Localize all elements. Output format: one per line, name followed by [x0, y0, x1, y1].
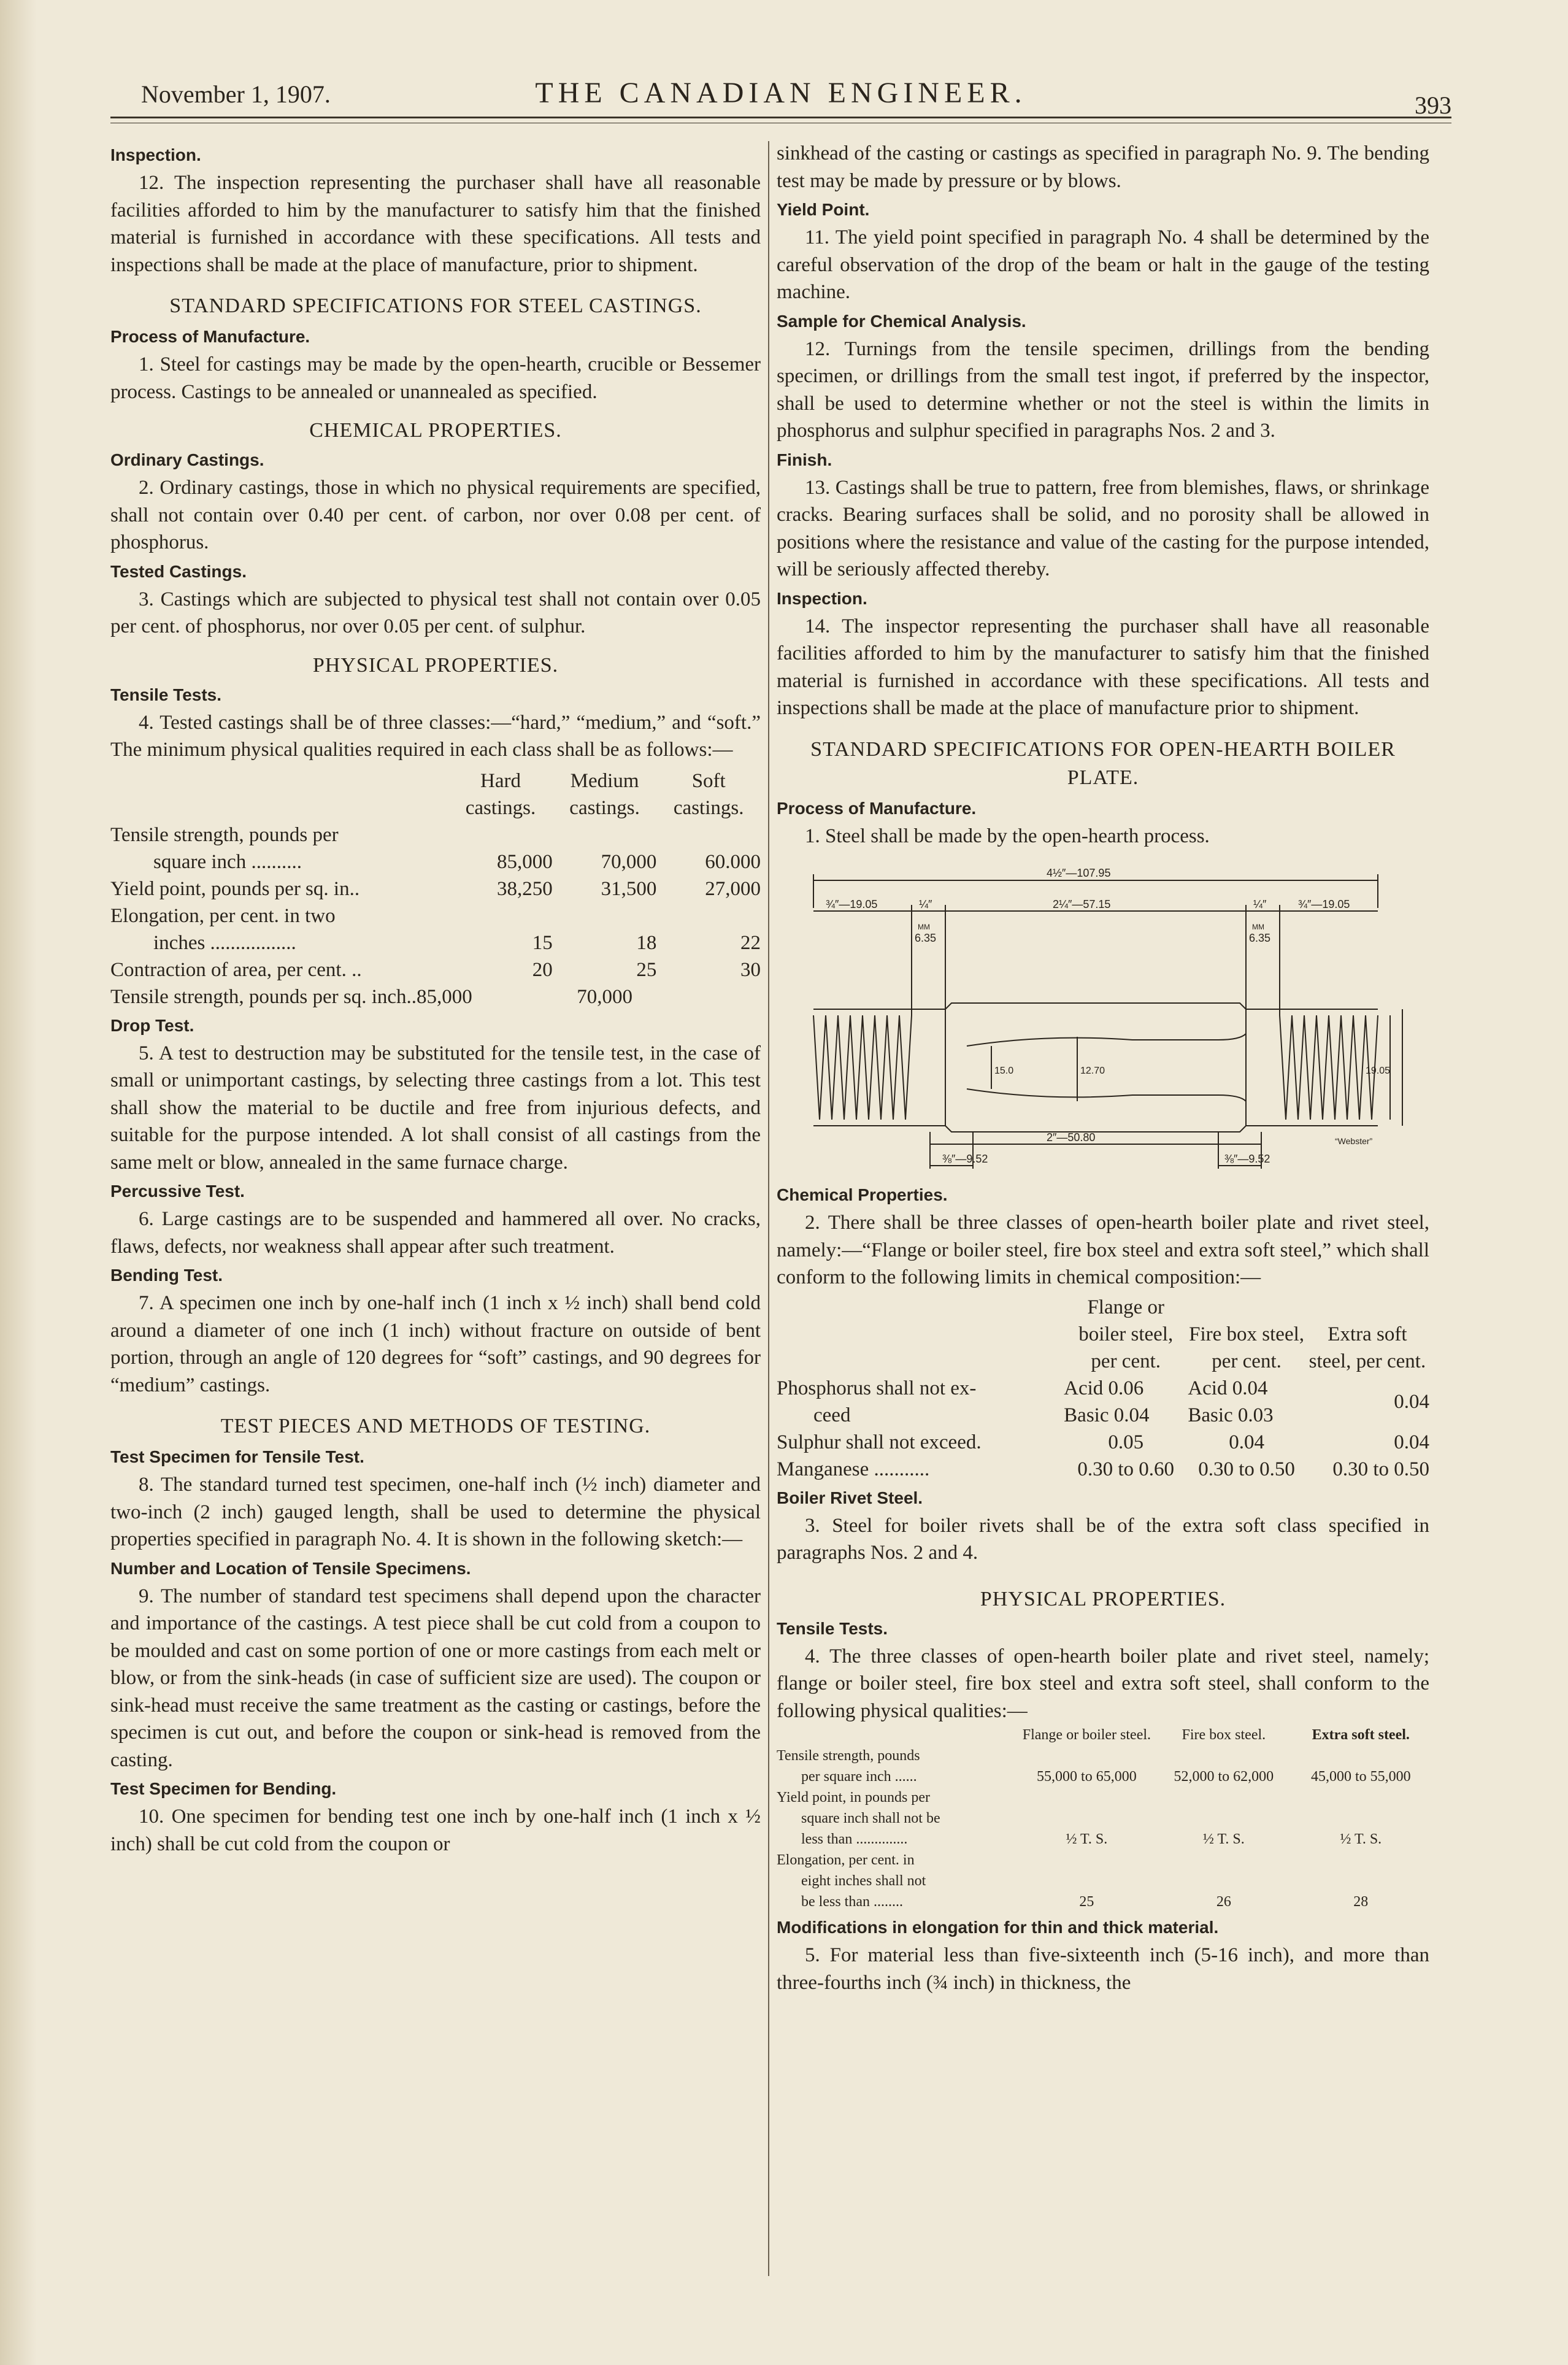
cell: 0.30 to 0.60 — [1077, 1458, 1175, 1480]
col-head-hard: Hard castings. — [465, 769, 536, 819]
col-head-soft: Soft castings. — [673, 769, 744, 819]
cell: Basic 0.04 — [1064, 1404, 1150, 1426]
section-head: Sample for Chemical Analysis. — [777, 311, 1026, 331]
header-rule — [110, 117, 1451, 118]
paragraph: 9. The number of standard test specimens shall depend upon the character and importance of the castings. A test piece shall be cut cold from a coupon to be moulded and cast on some portion of one or more castings from each melt or blow, or from the sink-heads (in case of sufficient size are used). The coupon or sink-head must receive the same treatment as the casting or castings, before the specimen is cut out, and before the coupon or sink-head is removed from the casting. — [110, 1585, 761, 1771]
cell: 26 — [1216, 1894, 1231, 1910]
section-head: Yield Point. — [777, 200, 870, 219]
cell: 25 — [636, 958, 657, 981]
paragraph: 8. The standard turned test specimen, one-half inch (½ inch) diameter and two-inch (2 inch) gauged length, shall be used to determine the physical properties specified in paragraph No. 4. It is shown in the following sketch:— — [110, 1474, 761, 1550]
col-head: Extra soft steel. — [1312, 1727, 1410, 1743]
dim-label: ¾″—19.05 — [1298, 898, 1350, 910]
right-column — [777, 140, 1429, 1996]
cell: 31,500 — [601, 877, 657, 900]
row-label: Elongation, per cent. in — [777, 1852, 915, 1868]
paragraph: 3. Steel for boiler rivets shall be of the extra soft class specified in paragraphs Nos. 2 and 4. — [777, 1514, 1429, 1564]
section-head: Bending Test. — [110, 1266, 223, 1285]
dim-label: ¾″—19.05 — [826, 898, 878, 910]
section-head: Number and Location of Tensile Specimens. — [110, 1558, 471, 1578]
section-head: Boiler Rivet Steel. — [777, 1488, 923, 1507]
journal-title: THE CANADIAN ENGINEER. — [535, 77, 1027, 109]
section-head: Tensile Tests. — [777, 1618, 888, 1638]
col-head: Extra soft steel, per cent. — [1309, 1323, 1426, 1372]
cell: 52,000 to 62,000 — [1174, 1769, 1274, 1785]
left-column — [110, 140, 761, 1858]
dim-label: ¼″ — [1253, 898, 1267, 910]
dim-unit: MM — [1252, 923, 1264, 931]
cell: 0.04 — [1394, 1390, 1429, 1413]
dim-label: 4½″—107.95 — [1047, 867, 1111, 879]
row-label: Tensile strength, pounds per sq. inch..85,000 — [110, 985, 472, 1008]
section-head: Percussive Test. — [110, 1182, 245, 1201]
row-label: Contraction of area, per cent. .. — [110, 958, 362, 981]
row-label: Sulphur shall not exceed. — [777, 1431, 982, 1453]
cell: 15 — [532, 931, 553, 954]
row-label: Yield point, in pounds per — [777, 1790, 930, 1805]
col-head-medium: Medium castings. — [569, 769, 640, 819]
section-head: Drop Test. — [110, 1015, 194, 1035]
row-label: per square inch ...... — [801, 1769, 917, 1785]
section-head: Process of Manufacture. — [110, 327, 310, 346]
section-title: PHYSICAL PROPERTIES. — [980, 1587, 1226, 1610]
section-title: STANDARD SPECIFICATIONS FOR STEEL CASTINGS. — [169, 294, 702, 317]
row-label: be less than ........ — [801, 1894, 903, 1910]
cell: 30 — [740, 958, 761, 981]
cell: 55,000 to 65,000 — [1037, 1769, 1137, 1785]
row-label: ceed — [813, 1404, 851, 1426]
paragraph: 12. The inspection representing the purchaser shall have all reasonable facilities afforded to him by the manufacturer to satisfy him that the finished material is furnished in accordance with these specifications. All tests and inspections shall be made at the place of manufacture, prior to shipment. — [110, 172, 761, 276]
row-label: square inch .......... — [153, 850, 302, 873]
dim-label: 6.35 — [915, 932, 937, 944]
cell: Acid 0.06 — [1064, 1377, 1144, 1399]
cell: 45,000 to 55,000 — [1310, 1769, 1411, 1785]
paragraph: 3. Castings which are subjected to physical test shall not contain over 0.05 per cent. of phosphorus, nor over 0.05 per cent. of sulphur. — [110, 588, 761, 637]
cell: 38,250 — [497, 877, 553, 900]
paragraph: 4. The three classes of open-hearth boiler plate and rivet steel, namely; flange or boiler steel, fire box steel and extra soft steel, shall conform to the following physical qualities:— — [777, 1645, 1429, 1722]
paragraph: sinkhead of the casting or castings as specified in paragraph No. 9. The bending test may be made by pressure or by blows. — [777, 142, 1429, 192]
paragraph: 1. Steel for castings may be made by the open-hearth, crucible or Bessemer process. Castings to be annealed or unannealed as specified. — [110, 353, 761, 403]
cell: 28 — [1353, 1894, 1369, 1910]
section-head: Tensile Tests. — [110, 685, 222, 704]
column-divider — [768, 141, 769, 2276]
cell: 70,000 — [601, 850, 657, 873]
dim-label: 12.70 — [1080, 1066, 1105, 1076]
section-title: STANDARD SPECIFICATIONS FOR OPEN-HEARTH BOILER PLATE. — [810, 737, 1396, 789]
page-number: 393 — [1415, 91, 1451, 119]
row-label: Tensile strength, pounds per — [110, 823, 339, 846]
paragraph: 5. For material less than five-sixteenth inch (5-16 inch), and more than three-fourths inch (¾ inch) in thickness, the — [777, 1944, 1429, 1994]
section-title: CHEMICAL PROPERTIES. — [309, 419, 562, 442]
specimen-drawing — [789, 862, 1415, 1175]
section-head: Chemical Properties. — [777, 1185, 948, 1204]
section-head: Ordinary Castings. — [110, 450, 264, 469]
paragraph: 7. A specimen one inch by one-half inch (1 inch x ½ inch) shall bend cold around a diameter of one inch (1 inch) without fracture on outside of bent portion, through an angle of 120 degrees for “soft” castings, and 90 degrees for “medium” castings. — [110, 1292, 761, 1396]
dim-label: 2¼″—57.15 — [1053, 898, 1111, 910]
paragraph: 2. Ordinary castings, those in which no physical requirements are specified, shall not contain over 0.40 per cent. of carbon, nor over 0.08 per cent. of phosphorus. — [110, 477, 761, 553]
paragraph: 4. Tested castings shall be of three classes:—“hard,” “medium,” and “soft.” The minimum physical qualities required in each class shall be as follows:— — [110, 711, 761, 761]
physical-table — [777, 1725, 1429, 1912]
cell: 60.000 — [705, 850, 761, 873]
cell: 22 — [740, 931, 761, 954]
paragraph: 6. Large castings are to be suspended and hammered all over. No cracks, flaws, defects, nor weakness shall appear after such treatment. — [110, 1208, 761, 1258]
cell: 0.04 — [1229, 1431, 1264, 1453]
cell: Basic 0.03 — [1188, 1404, 1274, 1426]
cell: 18 — [636, 931, 657, 954]
row-label: inches ................. — [153, 931, 296, 954]
cell: 85,000 — [497, 850, 553, 873]
cell: 20 — [532, 958, 553, 981]
row-label: Phosphorus shall not ex- — [777, 1377, 977, 1399]
col-head: Flange or boiler steel. — [1022, 1727, 1151, 1743]
section-head: Modifications in elongation for thin and thick material. — [777, 1918, 1219, 1937]
dim-label: ⅜″—9.52 — [942, 1153, 988, 1165]
dim-unit: MM — [918, 923, 930, 931]
page-edge-shading — [0, 0, 37, 2365]
row-label: Yield point, pounds per sq. in.. — [110, 877, 360, 900]
section-head: Tested Castings. — [110, 561, 247, 581]
header-date: November 1, 1907. — [141, 80, 331, 108]
dim-label: ⅜″—9.52 — [1224, 1153, 1270, 1165]
cell: Acid 0.04 — [1188, 1377, 1268, 1399]
cell: 70,000 — [577, 985, 632, 1008]
section-head: Test Specimen for Tensile Test. — [110, 1447, 364, 1466]
dim-label: 6.35 — [1249, 932, 1271, 944]
paragraph: 5. A test to destruction may be substituted for the tensile test, in the case of small or unimportant castings, by selecting three castings from a lot. This test shall show the material to be ductile and free from injurious defects, and suitable for the purpose intended. A lot shall consist of all castings from the same melt or blow, annealed in the same furnace charge. — [110, 1042, 761, 1174]
castings-table — [110, 767, 761, 1010]
dim-label: 2″—50.80 — [1047, 1131, 1096, 1144]
section-head: Test Specimen for Bending. — [110, 1779, 337, 1798]
section-title: TEST PIECES AND METHODS OF TESTING. — [220, 1415, 651, 1437]
paragraph: 12. Turnings from the tensile specimen, drillings from the bending specimen, or drillings from the small test ingot, if preferred by the inspector, shall be used to determine whether or not the steel is within the limits in phosphorus and sulphur specified in paragraphs Nos. 2 and 3. — [777, 337, 1429, 442]
row-label: square inch shall not be — [801, 1810, 940, 1826]
col-head: Fire box steel. — [1182, 1727, 1266, 1743]
cell: 25 — [1079, 1894, 1094, 1910]
running-header — [110, 77, 1451, 119]
section-head: Inspection. — [110, 145, 201, 164]
row-label: eight inches shall not — [801, 1873, 926, 1889]
paragraph: 1. Steel shall be made by the open-hearth process. — [805, 825, 1210, 847]
cell: 0.30 to 0.50 — [1332, 1458, 1429, 1480]
cell: 27,000 — [705, 877, 761, 900]
row-label: Manganese ........... — [777, 1458, 930, 1480]
row-label: Elongation, per cent. in two — [110, 904, 336, 927]
section-title: PHYSICAL PROPERTIES. — [312, 653, 559, 677]
section-head: Inspection. — [777, 588, 867, 608]
row-label: Tensile strength, pounds — [777, 1748, 920, 1764]
row-label: less than .............. — [801, 1831, 908, 1847]
paragraph: 2. There shall be three classes of open-hearth boiler plate and rivet steel, namely:—“Flange or boiler steel, fire box steel and extra soft steel,” which shall conform to the following limits in chemical composition:— — [777, 1212, 1429, 1288]
section-head: Finish. — [777, 450, 832, 469]
col-head: Flange or boiler steel, per cent. — [1078, 1296, 1174, 1372]
paragraph: 14. The inspector representing the purchaser shall have all reasonable facilities afforded to him by the manufacturer to satisfy him that the finished material is furnished in accordance with these specifications. All tests and inspections shall be made at the place of manufacture prior to shipment. — [777, 615, 1429, 719]
paragraph: 10. One specimen for bending test one inch by one-half inch (1 inch x ½ inch) shall be cut cold from the coupon or — [110, 1805, 761, 1855]
dim-label: 15.0 — [994, 1066, 1014, 1076]
cell: 0.05 — [1108, 1431, 1144, 1453]
col-head: Fire box steel, per cent. — [1189, 1323, 1305, 1372]
cell: ½ T. S. — [1066, 1831, 1108, 1847]
chemical-table — [777, 1294, 1429, 1483]
cell: ½ T. S. — [1202, 1831, 1245, 1847]
cell: 0.30 to 0.50 — [1198, 1458, 1295, 1480]
cell: ½ T. S. — [1340, 1831, 1382, 1847]
maker-mark: “Webster” — [1335, 1136, 1373, 1146]
test-specimen-sketch — [789, 862, 1415, 1175]
cell: 0.04 — [1394, 1431, 1429, 1453]
dim-label: 19.05 — [1366, 1066, 1391, 1076]
dim-label: ¼″ — [919, 898, 932, 910]
paragraph: 13. Castings shall be true to pattern, free from blemishes, flaws, or shrinkage cracks. Bearing surfaces shall be solid, and no porosity shall be allowed in positions where the resistance and value of the casting for the purpose intended, will be seriously affected thereby. — [777, 476, 1429, 580]
paragraph: 11. The yield point specified in paragraph No. 4 shall be determined by the careful observation of the drop of the beam or halt in the gauge of the testing machine. — [777, 226, 1429, 303]
section-head: Process of Manufacture. — [777, 798, 977, 818]
